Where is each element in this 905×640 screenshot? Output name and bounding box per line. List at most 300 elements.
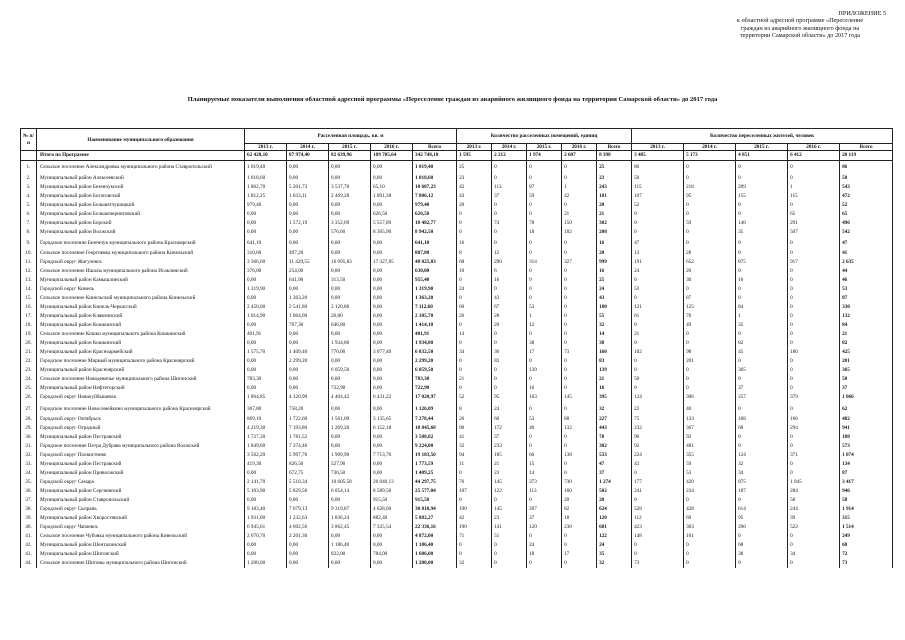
rooms-cell: 16 (527, 384, 562, 393)
header-year: 2016 г. (788, 144, 840, 151)
area-cell: 1 019,40 (245, 161, 287, 174)
people-cell: 62 (840, 402, 893, 415)
rooms-cell: 0 (492, 496, 527, 505)
appendix-line: к областной адресной программе «Переселение (736, 17, 864, 25)
area-cell: 0,00 (371, 366, 413, 375)
area-cell: 1 200,00 (245, 559, 287, 568)
area-cell: 313,50 (329, 276, 371, 285)
rooms-cell: 51 (492, 532, 527, 541)
table-row (21, 285, 893, 294)
rooms-cell: 502 (597, 487, 632, 496)
rooms-cell: 0 (562, 174, 597, 183)
rooms-cell: 0 (527, 174, 562, 183)
rooms-cell: 0 (457, 469, 492, 478)
area-cell: 0,00 (329, 267, 371, 276)
area-cell: 783,30 (245, 375, 287, 384)
area-cell: 0,00 (287, 330, 329, 339)
rooms-cell: 6 (492, 267, 527, 276)
people-cell: 0 (736, 330, 788, 339)
people-cell: 0 (632, 210, 684, 219)
people-cell: 0 (632, 541, 684, 550)
rooms-cell: 16 (457, 237, 492, 250)
rooms-cell: 32 (597, 321, 632, 330)
people-cell: 180 (788, 348, 840, 357)
rooms-cell: 8 (457, 249, 492, 258)
area-cell: 5 510,34 (287, 478, 329, 487)
people-cell: 0 (684, 366, 736, 375)
rooms-cell: 0 (527, 433, 562, 442)
people-cell: 496 (840, 219, 893, 228)
area-cell: 0,00 (287, 237, 329, 250)
header-total: Всего (597, 144, 632, 151)
area-cell: 641,10 (245, 237, 287, 250)
area-cell: 9 319,87 (329, 505, 371, 514)
rooms-cell: 0 (492, 550, 527, 559)
area-cell: 979,40 (245, 201, 287, 210)
rooms-cell: 0 (562, 161, 597, 174)
header-name: Наименование муниципального образования (37, 129, 245, 151)
people-cell: 115 (788, 192, 840, 201)
area-cell: 10 607,23 (413, 183, 457, 192)
municipality-name: Муниципальный район Пестравский (37, 460, 245, 469)
row-number: 44. (21, 559, 37, 568)
municipality-name: Муниципальный район Кинель-Черкасский (37, 303, 245, 312)
area-cell: 3 135,65 (371, 415, 413, 424)
people-cell: 39 (788, 514, 840, 523)
area-cell: 5 997,70 (287, 451, 329, 460)
people-cell: 946 (840, 487, 893, 496)
people-cell: 244 (788, 505, 840, 514)
rooms-cell: 150 (562, 219, 597, 228)
rooms-cell: 0 (492, 210, 527, 219)
area-cell: 1 319,90 (413, 285, 457, 294)
municipality-name: Муниципальный район Камышлинский (37, 276, 245, 285)
area-cell: 3 537,70 (329, 183, 371, 192)
header-people-group: Количество переселенных жителей, человек (632, 129, 893, 144)
area-cell: 0,00 (329, 210, 371, 219)
rooms-cell: 0 (527, 496, 562, 505)
rooms-cell: 160 (597, 348, 632, 357)
row-number: 25. (21, 384, 37, 393)
area-cell: 2 541,80 (287, 303, 329, 312)
municipality-name: Муниципальный район Шенталинский (37, 541, 245, 550)
rooms-cell: 0 (492, 161, 527, 174)
rooms-cell: 67 (492, 303, 527, 312)
area-cell: 1 836,24 (329, 514, 371, 523)
municipality-name: Муниципальный район Богатовский (37, 192, 245, 201)
rooms-cell: 0 (492, 237, 527, 250)
area-cell: 770,00 (329, 348, 371, 357)
people-cell: 0 (736, 201, 788, 210)
rooms-cell: 53 (527, 303, 562, 312)
table-row (21, 276, 893, 285)
people-cell: 87 (840, 469, 893, 478)
municipality-name: Городское поселение Новосемейкино муниципального района Красноярский (37, 402, 245, 415)
area-cell: 0,00 (287, 228, 329, 237)
cell: 2 607 (562, 151, 597, 161)
rooms-cell: 0 (457, 496, 492, 505)
rooms-cell: 90 (457, 424, 492, 433)
rooms-cell: 0 (562, 402, 597, 415)
rooms-cell: 78 (597, 433, 632, 442)
header-year: 2016 г. (371, 144, 413, 151)
rooms-cell: 47 (597, 460, 632, 469)
row-number: 21. (21, 348, 37, 357)
table-row (21, 496, 893, 505)
people-cell: 0 (736, 402, 788, 415)
rooms-cell: 74 (492, 219, 527, 228)
people-cell: 0 (684, 330, 736, 339)
area-cell: 419,30 (245, 460, 287, 469)
row-number: 31. (21, 442, 37, 451)
people-cell: 0 (788, 174, 840, 183)
table-row (21, 228, 893, 237)
row-number: 29. (21, 424, 37, 433)
rooms-cell: 21 (597, 210, 632, 219)
area-cell: 0,00 (371, 249, 413, 258)
area-cell: 0,00 (287, 384, 329, 393)
table-row (21, 312, 893, 321)
area-cell: 10 482,77 (413, 219, 457, 228)
people-cell: 482 (840, 415, 893, 424)
table-row (21, 267, 893, 276)
people-cell: 241 (632, 487, 684, 496)
rooms-cell: 207 (527, 505, 562, 514)
table-row (21, 249, 893, 258)
people-cell: 0 (684, 161, 736, 174)
rooms-cell: 73 (562, 348, 597, 357)
area-cell: 0,00 (245, 550, 287, 559)
table-row (21, 183, 893, 192)
people-cell: 0 (684, 541, 736, 550)
row-number: 7. (21, 219, 37, 228)
people-cell: 0 (632, 469, 684, 478)
row-number: 32. (21, 451, 37, 460)
people-cell: 13 (632, 249, 684, 258)
table-row (21, 339, 893, 348)
area-cell: 1 781,52 (287, 433, 329, 442)
people-cell: 124 (736, 451, 788, 460)
table-row (21, 321, 893, 330)
rooms-cell: 0 (562, 559, 597, 568)
rooms-cell: 20 (597, 201, 632, 210)
area-cell: 6 945,61 (245, 523, 287, 532)
area-cell: 0,00 (245, 496, 287, 505)
people-cell: 0 (736, 559, 788, 568)
people-cell: 0 (632, 276, 684, 285)
area-cell: 1 722,60 (287, 415, 329, 424)
cell: 4 851 (736, 151, 788, 161)
area-cell: 5 201,73 (287, 183, 329, 192)
rooms-cell: 26 (457, 415, 492, 424)
people-cell: 0 (684, 210, 736, 219)
table-row (21, 487, 893, 496)
area-cell: 0,00 (245, 276, 287, 285)
area-cell: 882,40 (371, 514, 413, 523)
area-cell: 1 727,30 (245, 433, 287, 442)
people-cell: 84 (840, 321, 893, 330)
table-row (21, 210, 893, 219)
people-cell: 22 (632, 402, 684, 415)
rooms-cell: 40 (527, 424, 562, 433)
people-cell: 87 (840, 294, 893, 303)
area-cell: 5 829,50 (287, 487, 329, 496)
area-cell: 0,00 (371, 330, 413, 339)
people-cell: 614 (736, 505, 788, 514)
rooms-cell: 88 (562, 415, 597, 424)
rooms-cell: 53 (527, 415, 562, 424)
row-number: 30. (21, 433, 37, 442)
people-cell: 53 (684, 469, 736, 478)
people-cell: 507 (788, 228, 840, 237)
people-cell: 355 (684, 451, 736, 460)
people-cell: 0 (736, 433, 788, 442)
row-number: 8. (21, 228, 37, 237)
people-cell: 875 (736, 478, 788, 487)
people-cell: 0 (736, 532, 788, 541)
row-number: 34. (21, 469, 37, 478)
rooms-cell: 230 (562, 523, 597, 532)
area-cell: 1 186,40 (413, 541, 457, 550)
rooms-cell: 87 (527, 183, 562, 192)
area-cell: 0,00 (287, 285, 329, 294)
area-cell: 672,75 (287, 469, 329, 478)
people-cell: 177 (632, 478, 684, 487)
people-cell: 53 (632, 285, 684, 294)
rooms-cell: 0 (562, 532, 597, 541)
people-cell: 45 (736, 348, 788, 357)
people-cell: 84 (736, 303, 788, 312)
rooms-cell: 327 (562, 258, 597, 267)
table-row (21, 366, 893, 375)
municipality-name: Городской округ Октябрьск (37, 415, 245, 424)
municipality-name: Городское поселение Петра Дубрава муниципального района Волжский (37, 442, 245, 451)
row-number: 24. (21, 375, 37, 384)
rooms-cell: 395 (597, 393, 632, 402)
rooms-cell: 37 (492, 433, 527, 442)
area-cell: 0,00 (329, 294, 371, 303)
area-cell: 1 363,20 (413, 294, 457, 303)
row-number: 43. (21, 550, 37, 559)
rooms-cell: 17 (527, 348, 562, 357)
people-cell: 0 (788, 433, 840, 442)
area-cell: 0,00 (287, 496, 329, 505)
area-cell: 641,10 (413, 237, 457, 250)
rooms-cell: 113 (527, 487, 562, 496)
table-body (21, 151, 893, 568)
area-cell: 6 054,14 (329, 487, 371, 496)
area-cell: 7 806,12 (413, 192, 457, 201)
area-cell: 0,00 (287, 339, 329, 348)
municipality-name: Городской округ Жигулевск (37, 258, 245, 267)
table-row (21, 219, 893, 228)
area-cell: 1 862,70 (245, 183, 287, 192)
rooms-cell: 0 (457, 357, 492, 366)
people-cell: 50 (632, 375, 684, 384)
area-cell: 9 183,40 (245, 505, 287, 514)
area-cell: 8 942,50 (413, 228, 457, 237)
rooms-cell: 373 (527, 478, 562, 487)
area-cell: 626,50 (413, 210, 457, 219)
rooms-cell: 1 (527, 312, 562, 321)
rooms-cell: 23 (492, 514, 527, 523)
people-cell: 35 (736, 321, 788, 330)
rooms-cell: 25 (597, 161, 632, 174)
rooms-cell: 0 (492, 339, 527, 348)
municipality-name: Муниципальный район Пестравский (37, 433, 245, 442)
area-cell: 0,00 (245, 384, 287, 393)
table-row (21, 375, 893, 384)
table-row (21, 192, 893, 201)
municipality-name: Муниципальный район Шигонский (37, 550, 245, 559)
people-cell: 0 (736, 375, 788, 384)
people-cell: 0 (788, 267, 840, 276)
rooms-cell: 120 (597, 514, 632, 523)
rooms-cell: 533 (597, 451, 632, 460)
people-cell: 0 (632, 366, 684, 375)
people-cell: 284 (788, 487, 840, 496)
rooms-cell: 145 (562, 393, 597, 402)
area-cell: 0,00 (371, 321, 413, 330)
header-year: 2013 г. (245, 144, 287, 151)
people-cell: 65 (788, 210, 840, 219)
area-cell: 1 064,00 (287, 312, 329, 321)
area-cell: 6 431,22 (371, 393, 413, 402)
municipality-name: Муниципальный район Нефтегорский (37, 384, 245, 393)
rooms-cell: 32 (597, 402, 632, 415)
people-cell: 146 (736, 219, 788, 228)
area-cell: 0,00 (287, 541, 329, 550)
rooms-cell: 0 (527, 285, 562, 294)
people-cell: 40 (684, 402, 736, 415)
area-cell: 0,00 (329, 559, 371, 568)
rooms-cell: 181 (597, 192, 632, 201)
rooms-cell: 71 (457, 532, 492, 541)
row-number: 16. (21, 303, 37, 312)
people-cell: 65 (840, 210, 893, 219)
rooms-cell: 0 (492, 366, 527, 375)
header-area-group: Расселенная площадь, кв. м (245, 129, 457, 144)
header-year: 2016 г. (562, 144, 597, 151)
rooms-cell: 26 (457, 312, 492, 321)
area-cell: 401,91 (413, 330, 457, 339)
area-cell: 25 577,04 (413, 487, 457, 496)
rooms-cell: 17 (562, 550, 597, 559)
municipality-name: Муниципальный район Большечерниговский (37, 210, 245, 219)
rooms-cell: 38 (597, 339, 632, 348)
area-cell: 367,80 (245, 402, 287, 415)
people-cell: 1 945 (788, 478, 840, 487)
rooms-cell: 66 (527, 451, 562, 460)
rooms-cell: 10 (457, 267, 492, 276)
area-cell: 26 040,13 (371, 478, 413, 487)
area-cell: 2 450,00 (245, 303, 287, 312)
cell: 82 639,96 (329, 151, 371, 161)
people-cell: 61 (632, 312, 684, 321)
municipality-name: Муниципальный район Ставропольский (37, 496, 245, 505)
area-cell: 630,00 (413, 267, 457, 276)
rooms-cell: 35 (597, 550, 632, 559)
table-row (21, 469, 893, 478)
rooms-cell: 14 (457, 330, 492, 339)
area-cell: 4 404,42 (329, 393, 371, 402)
rooms-cell: 314 (527, 258, 562, 267)
header-year: 2015 г. (329, 144, 371, 151)
people-cell: 875 (736, 258, 788, 267)
people-cell: 0 (684, 559, 736, 568)
rooms-cell: 0 (562, 375, 597, 384)
people-cell: 249 (840, 532, 893, 541)
area-cell: 0,00 (287, 375, 329, 384)
rooms-cell: 0 (562, 357, 597, 366)
area-cell: 0,00 (371, 303, 413, 312)
cell: 8 398 (597, 151, 632, 161)
area-cell: 3 077,40 (371, 348, 413, 357)
row-number: 23. (21, 366, 37, 375)
rooms-cell: 24 (597, 541, 632, 550)
people-cell: 70 (684, 312, 736, 321)
people-cell: 0 (632, 339, 684, 348)
rooms-cell: 28 (492, 312, 527, 321)
people-cell: 53 (840, 285, 893, 294)
rooms-cell: 36 (492, 348, 527, 357)
people-cell: 291 (788, 219, 840, 228)
rooms-cell: 160 (562, 487, 597, 496)
rooms-cell: 0 (562, 442, 597, 451)
rooms-cell: 18 (562, 514, 597, 523)
area-cell: 1 232,63 (287, 514, 329, 523)
people-cell: 166 (788, 415, 840, 424)
people-cell: 1 074 (840, 451, 893, 460)
rooms-cell: 139 (597, 366, 632, 375)
rooms-cell: 0 (562, 312, 597, 321)
area-cell: 2 120,80 (329, 303, 371, 312)
area-cell: 0,00 (371, 201, 413, 210)
people-cell: 68 (736, 541, 788, 550)
rooms-cell: 0 (457, 541, 492, 550)
area-cell: 0,00 (245, 469, 287, 478)
area-cell: 0,00 (329, 237, 371, 250)
people-cell: 107 (632, 192, 684, 201)
row-number: 20. (21, 339, 37, 348)
people-cell: 0 (788, 237, 840, 250)
rooms-cell: 141 (492, 523, 527, 532)
area-cell: 3 366,60 (245, 258, 287, 267)
appendix-line: территории Самарской области» до 2017 года (739, 32, 861, 40)
people-cell: 75 (632, 415, 684, 424)
area-cell: 2 141,70 (245, 478, 287, 487)
people-cell: 0 (736, 237, 788, 250)
rooms-cell: 23 (457, 174, 492, 183)
rooms-cell: 23 (492, 469, 527, 478)
area-cell: 1 773,59 (413, 460, 457, 469)
people-cell: 201 (684, 357, 736, 366)
rooms-cell: 730 (562, 478, 597, 487)
people-cell: 224 (632, 451, 684, 460)
area-cell: 16 095,83 (329, 258, 371, 267)
rooms-cell: 42 (457, 183, 492, 192)
rooms-cell: 0 (492, 541, 527, 550)
people-cell: 0 (788, 285, 840, 294)
header-year: 2013 г. (457, 144, 492, 151)
people-cell: 47 (840, 237, 893, 250)
rooms-cell: 0 (527, 161, 562, 174)
area-cell: 0,00 (245, 210, 287, 219)
row-number: 17. (21, 312, 37, 321)
municipality-name: Городской округ Сызрань (37, 505, 245, 514)
people-cell: 108 (736, 415, 788, 424)
area-cell: 527,90 (329, 460, 371, 469)
